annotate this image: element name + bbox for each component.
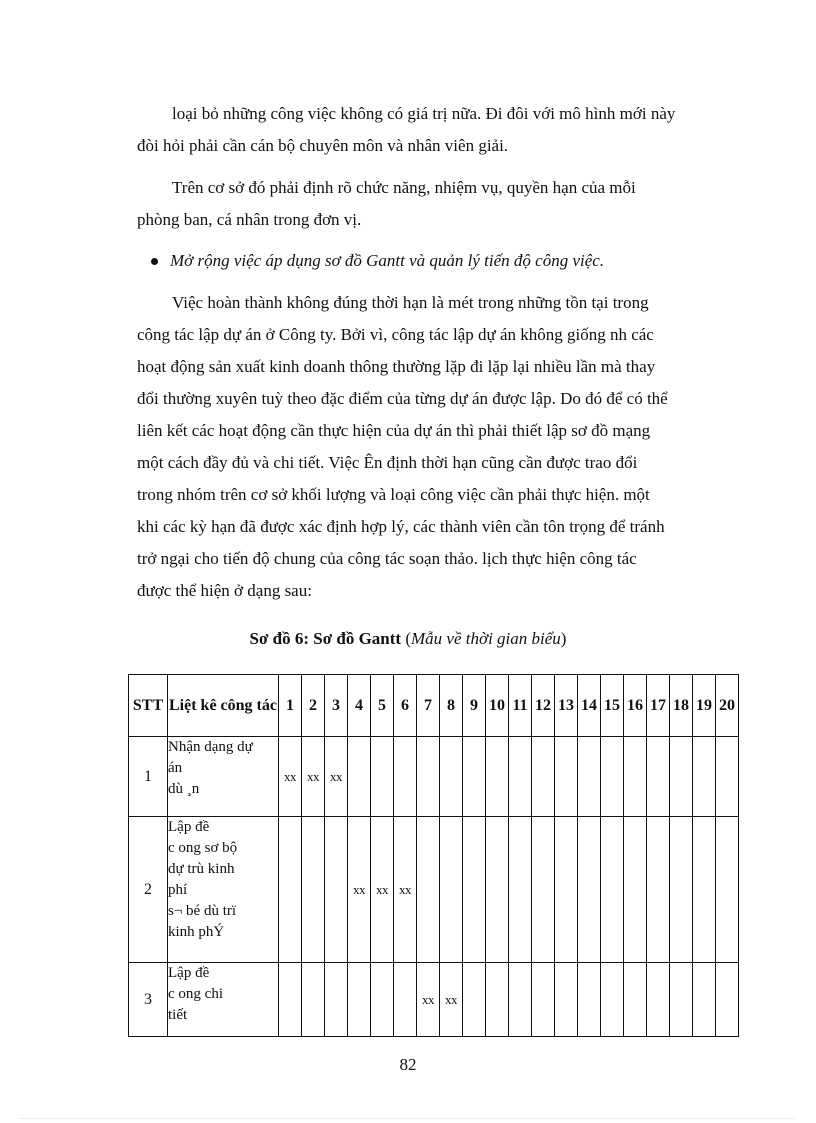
- header-day-20: 20: [716, 675, 739, 737]
- gantt-cell: [325, 963, 348, 1037]
- header-day-7: 7: [417, 675, 440, 737]
- header-task-list: Liệt kê công tác: [168, 675, 279, 737]
- caption-title: Sơ đồ 6: Sơ đồ Gantt: [249, 629, 402, 648]
- gantt-cell: [693, 737, 716, 817]
- paragraph-line: trở ngại cho tiến độ chung của công tác soạn thảo. lịch thực hiện công tác: [137, 549, 637, 568]
- gantt-mark: xx: [325, 737, 348, 817]
- gantt-cell: [601, 817, 624, 963]
- table-row: [129, 963, 739, 1037]
- header-day-4: 4: [348, 675, 371, 737]
- paragraph-line: hoạt động sản xuất kinh doanh thông thường lặp đi lặp lại nhiều lần mà thay: [137, 357, 656, 376]
- caption-paren-close: ): [560, 629, 567, 648]
- caption-paren-open: (: [401, 629, 412, 648]
- gantt-cell: [417, 817, 440, 963]
- gantt-cell: [716, 737, 739, 817]
- table-row: [129, 737, 739, 817]
- header-day-10: 10: [486, 675, 509, 737]
- gantt-cell: [302, 963, 325, 1037]
- header-day-15: 15: [601, 675, 624, 737]
- paragraph-line: công tác lập dự án ở Công ty. Bởi vì, công tác lập dự án không giống nh các: [137, 325, 654, 344]
- gantt-cell: [624, 817, 647, 963]
- gantt-cell: [624, 963, 647, 1037]
- header-day-14: 14: [578, 675, 601, 737]
- gantt-cell: [716, 817, 739, 963]
- gantt-cell: [555, 737, 578, 817]
- header-day-13: 13: [555, 675, 578, 737]
- gantt-cell: [647, 817, 670, 963]
- header-day-12: 12: [532, 675, 555, 737]
- gantt-cell: [509, 817, 532, 963]
- table-row: [129, 817, 739, 963]
- header-day-5: 5: [371, 675, 394, 737]
- header-day-19: 19: [693, 675, 716, 737]
- gantt-mark: xx: [394, 817, 417, 963]
- gantt-cell: [670, 817, 693, 963]
- gantt-cell: [394, 963, 417, 1037]
- paragraph-line: được thể hiện ở dạng sau:: [137, 581, 312, 600]
- bullet-heading: Mở rộng việc áp dụng sơ đồ Gantt và quản lý tiến độ công việc.: [170, 251, 605, 270]
- paragraph-line: phòng ban, cá nhân trong đơn vị.: [137, 210, 362, 229]
- gantt-cell: [486, 817, 509, 963]
- gantt-cell: [601, 737, 624, 817]
- header-day-9: 9: [463, 675, 486, 737]
- gantt-cell: [647, 737, 670, 817]
- gantt-cell: [371, 737, 394, 817]
- gantt-mark: xx: [348, 817, 371, 963]
- paragraph-line: khi các kỳ hạn đã được xác định hợp lý, các thành viên cần tôn trọng để tránh: [137, 517, 665, 536]
- gantt-mark: xx: [302, 737, 325, 817]
- header-day-3: 3: [325, 675, 348, 737]
- row-task: Lập đề c ong chi tiết: [168, 963, 279, 1037]
- gantt-cell: [601, 963, 624, 1037]
- gantt-cell: [394, 737, 417, 817]
- paragraph-line: Trên cơ sở đó phải định rõ chức năng, nhiệm vụ, quyền hạn của mỗi: [172, 178, 636, 197]
- gantt-cell: [555, 963, 578, 1037]
- header-day-11: 11: [509, 675, 532, 737]
- gantt-cell: [463, 817, 486, 963]
- gantt-cell: [463, 963, 486, 1037]
- gantt-table: [128, 674, 739, 1037]
- caption-subtitle: Mẫu về thời gian biểu: [411, 629, 561, 648]
- gantt-cell: [555, 817, 578, 963]
- row-stt: 2: [129, 817, 168, 963]
- page-number: 82: [399, 1055, 417, 1074]
- paragraph-line: loại bỏ những công việc không có giá trị nữa. Đi đôi với mô hình mới này: [172, 104, 676, 123]
- gantt-cell: [486, 963, 509, 1037]
- header-day-17: 17: [647, 675, 670, 737]
- gantt-mark: xx: [371, 817, 394, 963]
- gantt-cell: [440, 817, 463, 963]
- gantt-cell: [578, 963, 601, 1037]
- gantt-cell: [279, 963, 302, 1037]
- gantt-cell: [670, 963, 693, 1037]
- gantt-cell: [371, 963, 394, 1037]
- header-day-6: 6: [394, 675, 417, 737]
- gantt-mark: xx: [440, 963, 463, 1037]
- gantt-cell: [532, 737, 555, 817]
- row-stt: 1: [129, 737, 168, 817]
- row-task: Lập đề c ong sơ bộ dự trù kinh phí s¬ bé dù trï kinh phÝ: [168, 817, 279, 963]
- gantt-cell: [532, 817, 555, 963]
- paragraph-line: Việc hoàn thành không đúng thời hạn là mét trong những tồn tại trong: [172, 293, 649, 312]
- gantt-cell: [647, 963, 670, 1037]
- header-day-2: 2: [302, 675, 325, 737]
- figure-caption: [0, 629, 816, 649]
- gantt-cell: [693, 963, 716, 1037]
- gantt-cell: [716, 963, 739, 1037]
- gantt-cell: [302, 817, 325, 963]
- paragraph-line: đổi thường xuyên tuỳ theo đặc điểm của từng dự án được lập. Do đó để có thể: [137, 389, 668, 408]
- gantt-cell: [670, 737, 693, 817]
- gantt-cell: [325, 817, 348, 963]
- paragraph-line: trong nhóm trên cơ sở khối lượng và loại công việc cần phải thực hiện. một: [137, 485, 650, 504]
- paragraph-line: một cách đầy đủ và chi tiết. Việc Ên định thời hạn cũng cần được trao đổi: [137, 453, 638, 472]
- gantt-cell: [486, 737, 509, 817]
- gantt-cell: [348, 963, 371, 1037]
- gantt-cell: [279, 817, 302, 963]
- gantt-cell: [693, 817, 716, 963]
- gantt-cell: [624, 737, 647, 817]
- gantt-header-row: [129, 675, 739, 737]
- row-stt: 3: [129, 963, 168, 1037]
- header-day-1: 1: [279, 675, 302, 737]
- header-day-8: 8: [440, 675, 463, 737]
- paragraph-line: liên kết các hoạt động cần thực hiện của dự án thì phải thiết lập sơ đồ mạng: [137, 421, 651, 440]
- gantt-cell: [509, 963, 532, 1037]
- row-task: Nhận dạng dự án dù ¸n: [168, 737, 279, 817]
- gantt-cell: [578, 737, 601, 817]
- bullet-icon: [151, 258, 158, 265]
- gantt-mark: xx: [417, 963, 440, 1037]
- gantt-mark: xx: [279, 737, 302, 817]
- gantt-cell: [417, 737, 440, 817]
- header-day-18: 18: [670, 675, 693, 737]
- gantt-cell: [578, 817, 601, 963]
- gantt-cell: [440, 737, 463, 817]
- gantt-cell: [509, 737, 532, 817]
- paragraph-line: đòi hỏi phải cần cán bộ chuyên môn và nhân viên giải.: [137, 136, 509, 155]
- header-day-16: 16: [624, 675, 647, 737]
- gantt-cell: [348, 737, 371, 817]
- header-stt: STT: [129, 675, 168, 737]
- footer-divider: [20, 1118, 796, 1119]
- gantt-cell: [463, 737, 486, 817]
- gantt-cell: [532, 963, 555, 1037]
